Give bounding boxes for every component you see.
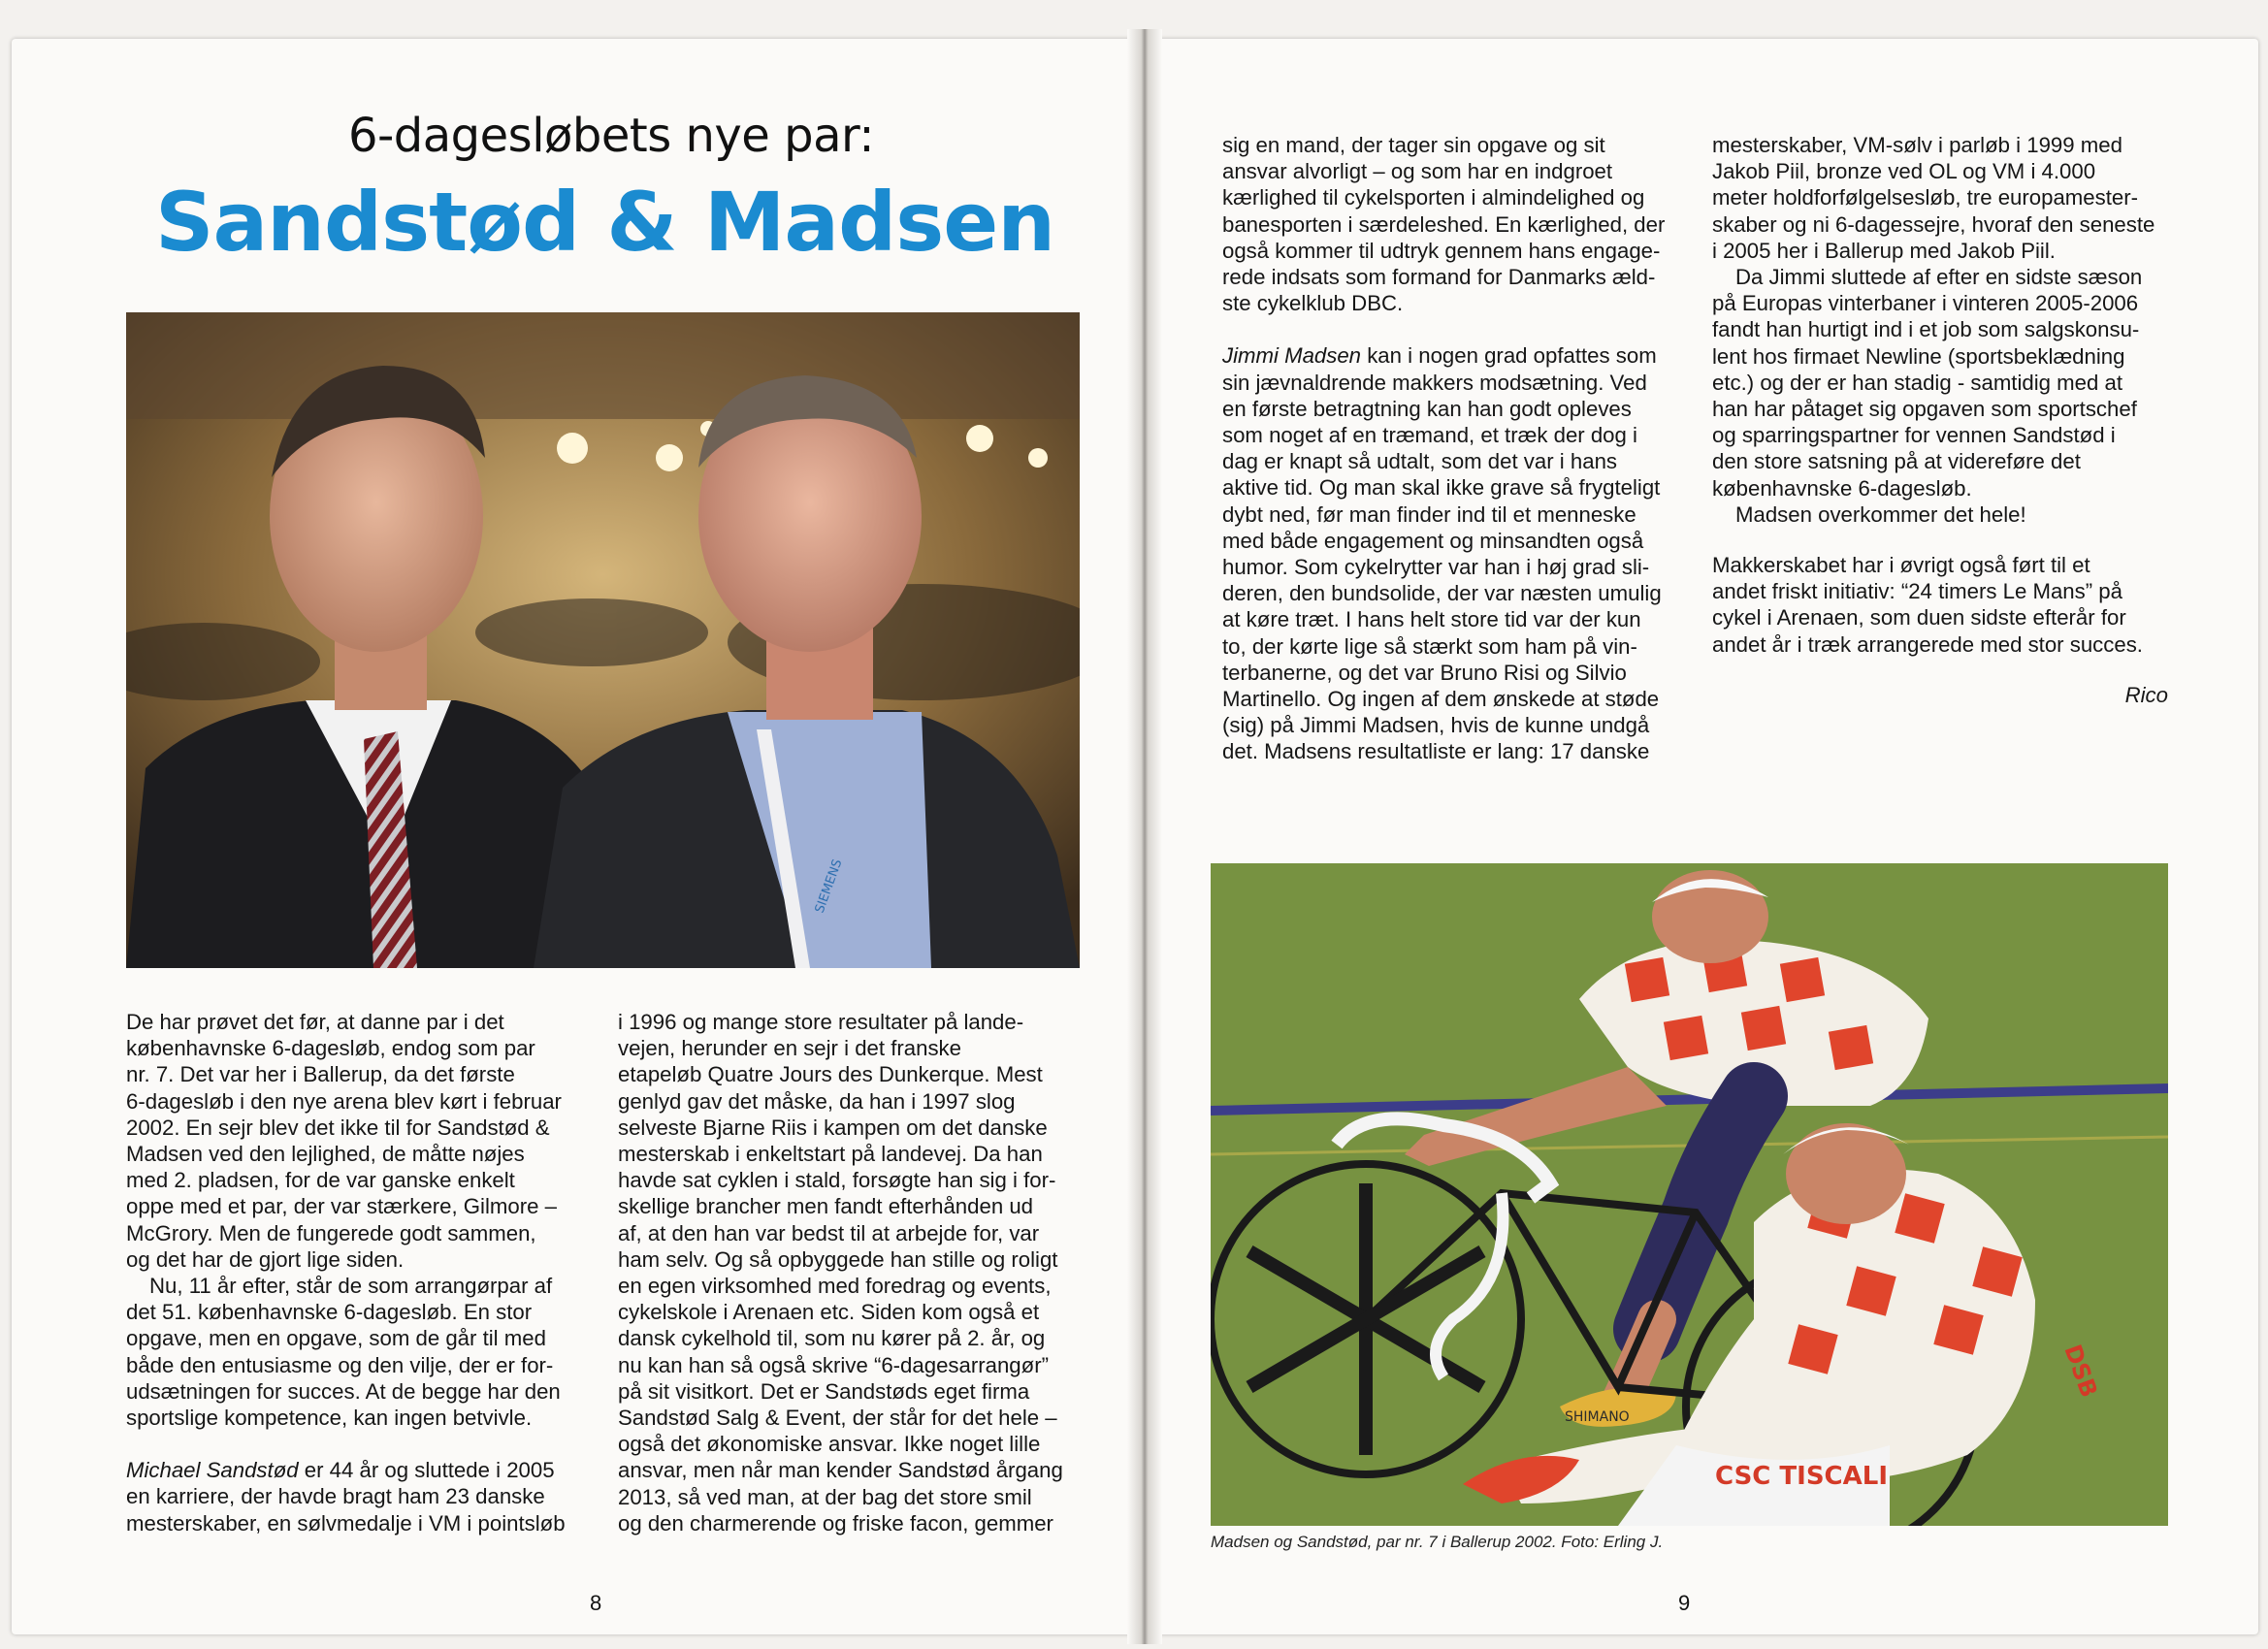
left-column-2 bbox=[618, 1009, 1084, 1536]
arena-light bbox=[1028, 448, 1048, 468]
paragraph: Madsen overkommer det hele! bbox=[1735, 501, 2026, 527]
jersey-logo: DSB bbox=[2058, 1341, 2103, 1402]
paragraph: mesterskaber, VM-sølv i parløb i 1999 med Jakob Piil, bronze ved OL og VM i 4.000 meter holdforfølgelsesløb, tre europamester- skaber og ni 6-dagessejre, hvoraf den seneste i 2005 her i Ballerup med Jakob Piil. bbox=[1712, 133, 2155, 263]
portrait-photo bbox=[126, 312, 1080, 968]
article-headline: Sandstød & Madsen bbox=[155, 175, 1055, 270]
photo-caption: Madsen og Sandstød, par nr. 7 i Ballerup 2002. Foto: Erling J. bbox=[1211, 1533, 1664, 1551]
right-column-1 bbox=[1222, 132, 1678, 765]
race-photo bbox=[1211, 863, 2168, 1526]
page-number-left: 8 bbox=[590, 1591, 602, 1615]
person-name: Michael Sandstød bbox=[126, 1458, 299, 1483]
right-column-2 bbox=[1712, 132, 2168, 708]
paragraph: er 44 år og sluttede i 2005 en karriere, der havde bragt ham 23 danske mesterskaber, en sølvmedalje i VM i pointsløb bbox=[126, 1458, 566, 1536]
arena-light bbox=[966, 425, 993, 452]
paragraph: Nu, 11 år efter, står de som arrangørpar af det 51. københavnske 6-dagesløb. En stor opgave, men en opgave, som de går til med både den entusiasme og den vilje, der er for- udsætningen for succes. At de begge har den sportslige kompetence, kan ingen betvivle. bbox=[126, 1274, 561, 1431]
page-number-right: 9 bbox=[1678, 1591, 1691, 1615]
paragraph: kan i nogen grad opfattes som sin jævnaldrende makkers modsætning. Ved en første betragtning kan han godt opleves som noget af en træmand, et træk der dog i dag er knapt så udtalt, som det var i hans aktive tid. Og man skal ikke grave så frygteligt dybt ned, før man finder ind til et menneske med både engagement og minsandten også humor. Som cykelrytter var han i høj grad sli- deren, den bundsolide, der var næsten umulig at køre træt. I hans helt store tid var der kun to, der kørte lige så stærkt som ham på vin- terbanerne, og det var Bruno Risi og Silvio Martinello. Og ingen af dem ønskede at støde (sig) på Jimmi Madsen, hvis de kunne undgå det. Madsens resultatliste er lang: 17 danske bbox=[1222, 343, 1662, 764]
paragraph: Makkerskabet har i øvrigt også ført til et andet friskt initiativ: “24 timers Le Mans” på cykel i Arenaen, som duen sidste efterår for andet år i træk arrangerede med stor succes. bbox=[1712, 553, 2143, 657]
left-column-1 bbox=[126, 1009, 582, 1536]
article-kicker: 6-dagesløbets nye par: bbox=[347, 109, 875, 163]
author-signature: Rico bbox=[2124, 682, 2168, 707]
arena-light bbox=[557, 433, 588, 464]
sponsor-logo: CSC TISCALI bbox=[1715, 1462, 1889, 1491]
shoe-logo: SHIMANO bbox=[1565, 1409, 1630, 1425]
arena-light bbox=[656, 444, 683, 471]
paragraph: De har prøvet det før, at danne par i det københavnske 6-dagesløb, endog som par nr. 7. Det var her i Ballerup, da det første 6-dagesløb i den nye arena blev kørt i februar 2002. En sejr blev det ikke til for Sandstød & Madsen ved den lejlighed, de måtte nøjes med 2. pladsen, for de var ganske enkelt oppe med et par, der var stærkere, Gilmore – McGrory. Men de fungerede godt sammen, og det har de gjort lige siden. bbox=[126, 1010, 562, 1272]
paragraph: i 1996 og mange store resultater på lande- vejen, herunder en sejr i det franske etapeløb Quatre Jours des Dunkerque. Mest genlyd gav det måske, da han i 1997 slog selveste Bjarne Riis i kampen om det danske mesterskab i enkeltstart på landevej. Da han havde sat cyklen i stald, forsøgte han sig i for- skellige brancher men fandt efterhånden ud af, at den han var bedst til at arbejde for, var ham selv. Og så opbyggede han stille og roligt en egen virksomhed med foredrag og events, cykelskole i Arenaen etc. Siden kom også et dansk cykelhold til, som nu kører på 2. år, og nu kan han så også skrive “6-dagesarrangør” på sit visitkort. Det er Sandstøds eget firma Sandstød Salg & Event, der står for det hele – også det økonomiske ansvar. Ikke noget lille ansvar, men når man kender Sandstød årgang 2013, så ved man, at der bag det store smil og den charmerende og friske facon, gemmer bbox=[618, 1010, 1063, 1536]
person-name: Jimmi Madsen bbox=[1222, 343, 1362, 369]
paragraph: Da Jimmi sluttede af efter en sidste sæson på Europas vinterbaner i vinteren 2005-2006 fandt han hurtigt ind i et job som salgskonsu- lent hos firmaet Newline (sportsbeklædning etc.) og der er han stadig - samtidig med at han har påtaget sig opgaven som sportschef og sparringspartner for vennen Sandstød i den store satsning på at videreføre det københavnske 6-dagesløb. bbox=[1712, 265, 2143, 501]
paragraph: sig en mand, der tager sin opgave og sit ansvar alvorligt – og som har en indgroet kærlighed til cykelsporten i almindelighed og banesporten i særdeleshed. En kærlighed, der også kommer til udtryk gennem hans engage- rede indsats som formand for Danmarks æld- ste cykelklub DBC. bbox=[1222, 133, 1666, 316]
page-gutter bbox=[1127, 29, 1162, 1644]
lanyard-text: SIEMENS bbox=[812, 857, 846, 916]
